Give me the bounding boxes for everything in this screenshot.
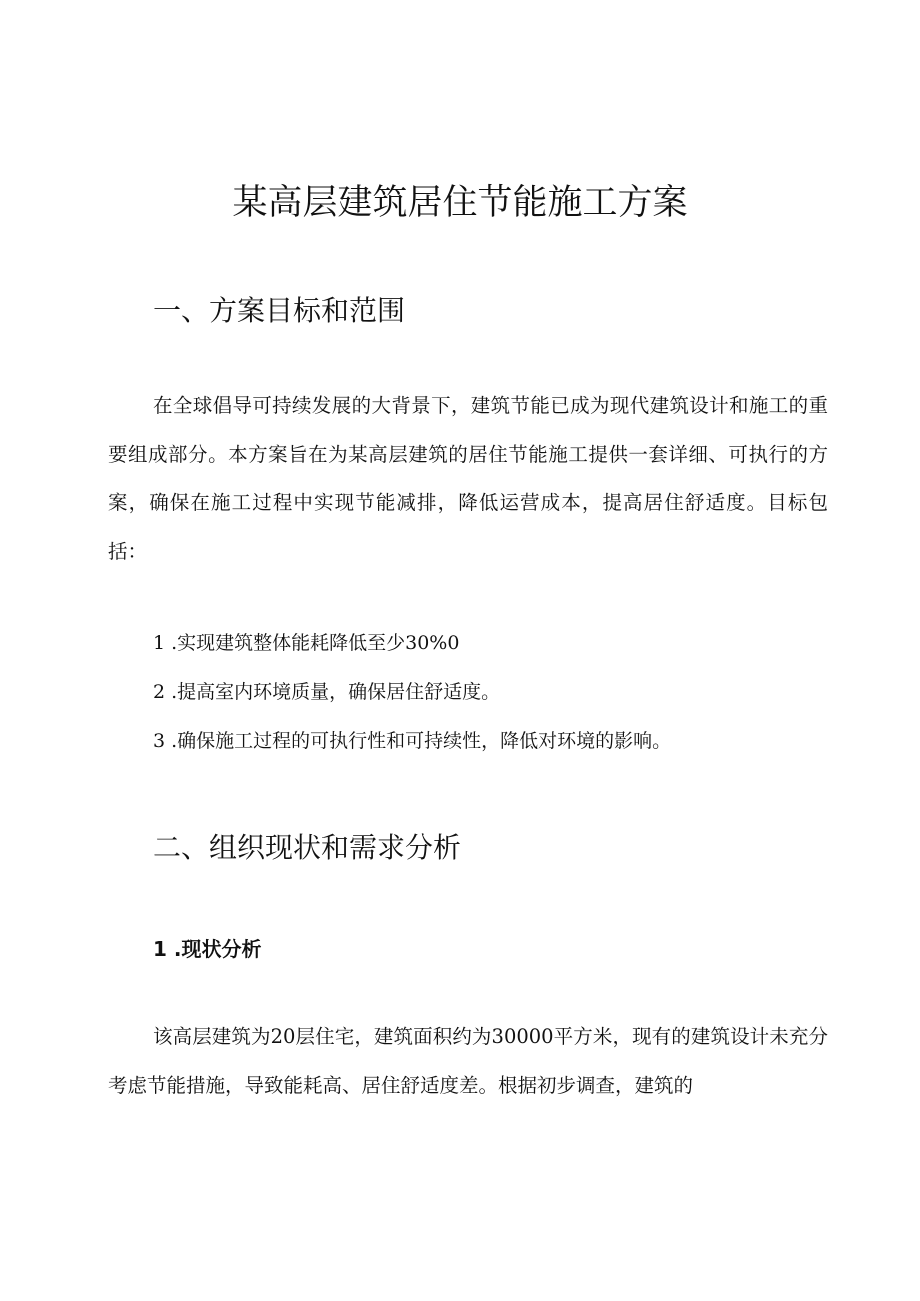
goal-item-3-number: 3 (153, 730, 166, 752)
goal-item-3-text: .确保施工过程的可执行性和可持续性，降低对环境的影响。 (171, 730, 672, 752)
goal-item-2-text: .提高室内环境质量，确保居住舒适度。 (171, 681, 501, 703)
goal-item-1-number: 1 (153, 632, 166, 654)
goal-item-2 (153, 677, 500, 707)
section-2-body-paragraph: 该高层建筑为20层住宅，建筑面积约为30000平方米，现有的建筑设计未充分考虑节能措施，导致能耗高、居住舒适度差。根据初步调查，建筑的 (108, 1025, 828, 1097)
section-2-subheading: 1 .现状分析 (153, 937, 262, 961)
goal-item-1-text: .实现建筑整体能耗降低至少30%0 (171, 632, 460, 654)
section-1-heading: 一、方案目标和范围 (153, 294, 406, 327)
section-1-intro-paragraph: 在全球倡导可持续发展的大背景下，建筑节能已成为现代建筑设计和施工的重要组成部分。本方案旨在为某高层建筑的居住节能施工提供一套详细、可执行的方案，确保在施工过程中实现节能减排，降低运营成本，提高居住舒适度。目标包括： (108, 394, 828, 563)
goal-item-1 (153, 628, 459, 658)
section-2-heading: 二、组织现状和需求分析 (153, 831, 462, 864)
goal-item-2-number: 2 (153, 681, 166, 703)
document-title: 某高层建筑居住节能施工方案 (232, 183, 688, 223)
goal-item-3 (153, 726, 671, 756)
